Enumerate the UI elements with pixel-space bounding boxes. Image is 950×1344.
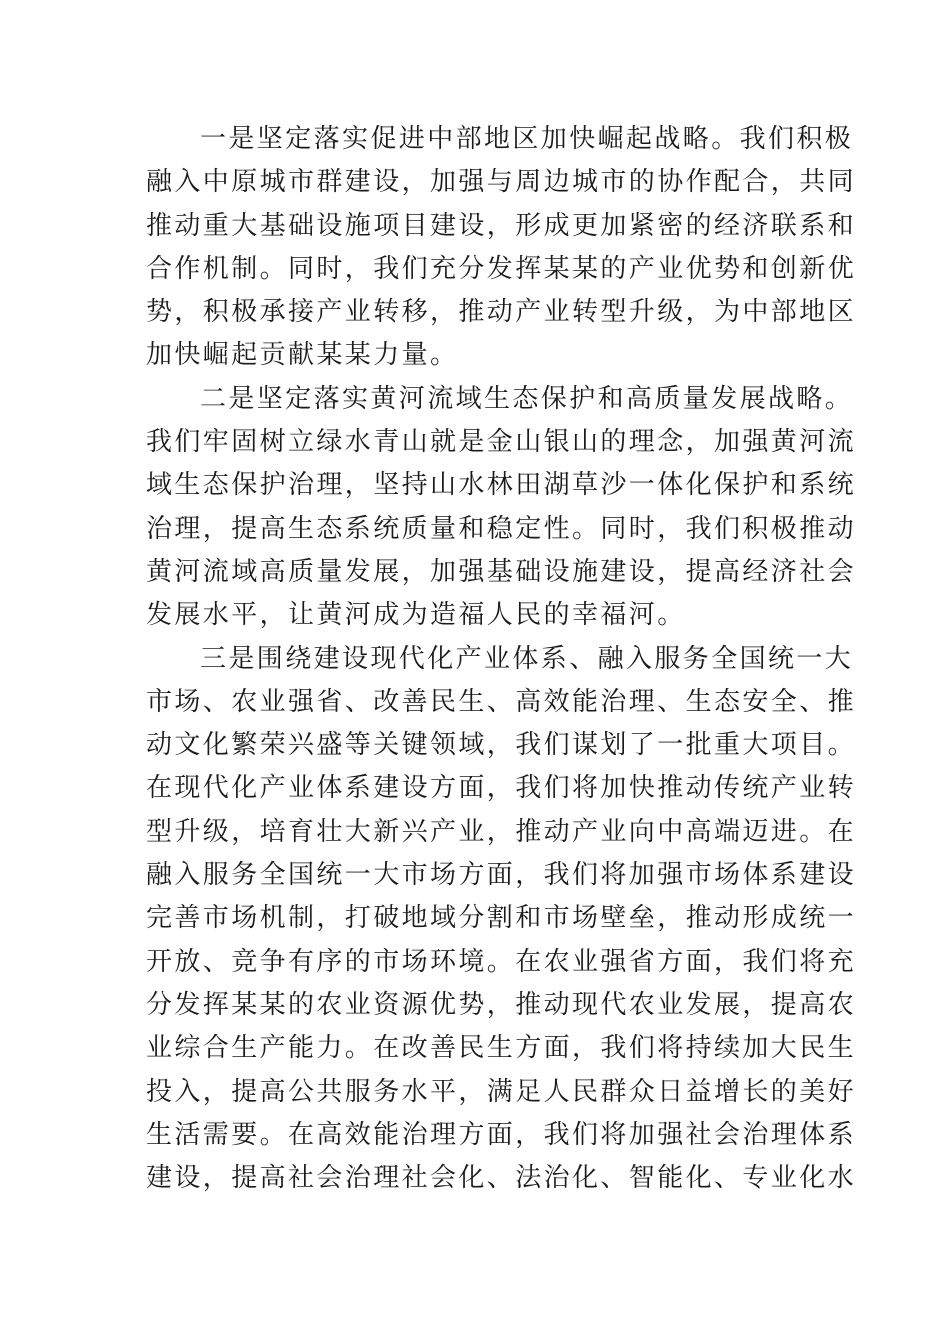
paragraph-line: 融入服务全国统一大市场方面，我们将加强市场体系建设 [146, 860, 857, 891]
paragraph-line: 业综合生产能力。在改善民生方面，我们将持续加大民生 [146, 1033, 857, 1064]
paragraph-line: 势，积极承接产业转移，推动产业转型升级，为中部地区 [146, 297, 857, 328]
paragraph-line: 推动重大基础设施项目建设，形成更加紧密的经济联系和 [146, 210, 857, 241]
paragraph-line: 在现代化产业体系建设方面，我们将加快推动传统产业转 [146, 773, 857, 804]
paragraph-line: 生活需要。在高效能治理方面，我们将加强社会治理体系 [146, 1119, 857, 1150]
paragraph-line: 开放、竞争有序的市场环境。在农业强省方面，我们将充 [146, 946, 857, 977]
paragraph-line: 动文化繁荣兴盛等关键领域，我们谋划了一批重大项目。 [146, 730, 857, 761]
paragraph-line: 分发挥某某的农业资源优势，推动现代农业发展，提高农 [146, 989, 857, 1020]
paragraph-line: 完善市场机制，打破地域分割和市场壁垒，推动形成统一 [146, 903, 857, 934]
paragraph-line: 域生态保护治理，坚持山水林田湖草沙一体化保护和系统 [146, 470, 857, 501]
paragraph-line: 一是坚定落实促进中部地区加快崛起战略。我们积极 [200, 124, 854, 154]
paragraph-line: 加快崛起贡献某某力量。 [146, 340, 459, 371]
paragraph-line: 建设，提高社会治理社会化、法治化、智能化、专业化水 [146, 1163, 857, 1194]
paragraph-line: 合作机制。同时，我们充分发挥某某的产业优势和创新优 [146, 253, 857, 284]
paragraph-2 [146, 378, 857, 638]
paragraph-3 [146, 638, 857, 1201]
paragraph-line: 二是坚定落实黄河流域生态保护和高质量发展战略。 [200, 383, 854, 414]
paragraph-line: 黄河流域高质量发展，加强基础设施建设，提高经济社会 [146, 556, 857, 587]
paragraph-line: 投入，提高公共服务水平，满足人民群众日益增长的美好 [146, 1076, 857, 1107]
paragraph-line: 治理，提高生态系统质量和稳定性。同时，我们积极推动 [146, 513, 857, 544]
paragraph-line: 三是围绕建设现代化产业体系、融入服务全国统一大 [200, 643, 854, 674]
document-body [146, 118, 857, 1200]
paragraph-1 [146, 118, 857, 378]
paragraph-line: 我们牢固树立绿水青山就是金山银山的理念，加强黄河流 [146, 427, 857, 458]
paragraph-line: 融入中原城市群建设，加强与周边城市的协作配合，共同 [146, 167, 857, 198]
paragraph-line: 型升级，培育壮大新兴产业，推动产业向中高端迈进。在 [146, 816, 857, 847]
paragraph-line: 市场、农业强省、改善民生、高效能治理、生态安全、推 [146, 686, 857, 717]
paragraph-line: 发展水平，让黄河成为造福人民的幸福河。 [146, 600, 686, 631]
